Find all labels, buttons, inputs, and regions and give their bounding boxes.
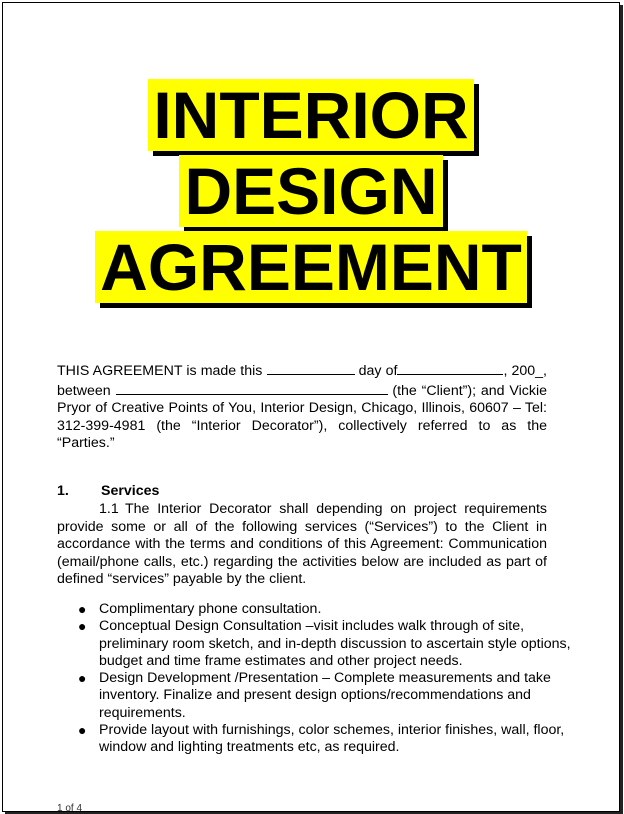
clause-number: 1.1 (99, 501, 119, 517)
clause-paragraph (57, 501, 547, 589)
client-name-blank (116, 381, 388, 395)
section-title: Services (101, 483, 160, 499)
list-item: ● Complimentary phone consultation. (78, 601, 322, 617)
intro-text-1: THIS AGREEMENT is made this (57, 363, 263, 379)
title-line-2: DESIGN (179, 155, 442, 227)
bullet-icon: ● (78, 722, 87, 739)
page-number: 1 of 4 (57, 803, 83, 812)
clause-text: The Interior Decorator shall depending on project requirements provide some or all of the following services (“Services”) to the Client in accordance with the terms and conditions of this Agreement: Communication (email/phone calls, etc.) regarding the activities below are included as part of defined “services” payable by the client. (57, 501, 547, 587)
title-line-1: INTERIOR (148, 79, 473, 151)
date-month-blank (397, 361, 503, 375)
section-heading (57, 483, 159, 499)
date-day-blank (267, 361, 355, 375)
intro-text-3: , 200_, between (57, 363, 547, 399)
bullet-icon: ● (78, 601, 87, 617)
intro-text-2: day of (358, 363, 398, 379)
bullet-icon: ● (78, 670, 87, 687)
title-line-3: AGREEMENT (95, 231, 527, 303)
document-page (2, 2, 620, 812)
intro-paragraph (57, 361, 547, 453)
document-title (3, 79, 619, 303)
section-number: 1. (57, 483, 69, 499)
services-list (57, 601, 589, 757)
list-item: ● Conceptual Design Consultation –visit includes walk through of site, preliminary room sketch, and in-depth discussion to ascertain style options, budget and time frame estimates and other project needs. (78, 618, 571, 669)
list-item: ● Design Development /Presentation – Complete measurements and take inventory. Finalize and present design options/recommendations and requirements. (78, 670, 551, 721)
list-item: ● Provide layout with furnishings, color schemes, interior finishes, wall, floor, window and lighting treatments etc, as required. (78, 722, 565, 756)
intro-text-4: (the “Client”); and Vickie Pryor of Creative Points of You, Interior Design, Chicago, Illinois, 60607 – Tel: 312-399-4981 (the “Interior Decorator”), collectively referred to as the “Parties.” (57, 382, 547, 451)
bullet-icon: ● (78, 618, 87, 635)
